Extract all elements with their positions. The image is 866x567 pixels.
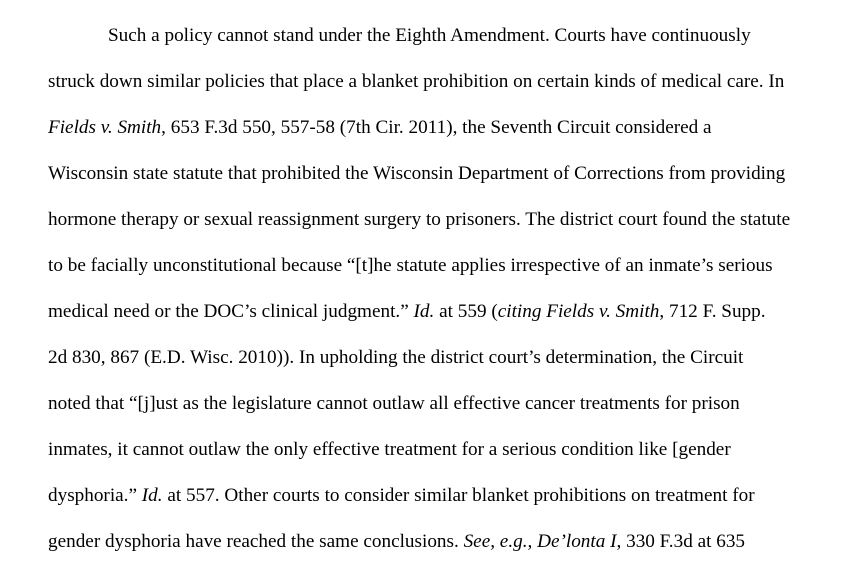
text-line — [108, 24, 751, 48]
text-segment: at 559 ( — [434, 301, 498, 322]
text-segment: inmates, it cannot outlaw the only effective treatment for a serious condition like [gender — [48, 439, 731, 460]
text-line — [48, 162, 785, 186]
text-line — [48, 208, 790, 232]
text-segment: , 330 F.3d at 635 — [616, 531, 746, 552]
text-line — [48, 346, 743, 370]
text-segment: 2d 830, 867 (E.D. Wisc. 2010)). In upholding the district court’s determination, the Circuit — [48, 347, 744, 368]
text-segment: at 557. Other courts to consider similar blanket prohibitions on treatment for — [162, 485, 755, 506]
text-segment: Such a policy cannot stand under the Eighth Amendment. Courts have continuously — [108, 25, 751, 46]
text-segment: struck down similar policies that place a blanket prohibition on certain kinds of medical care. In — [48, 71, 785, 92]
text-segment: to be facially unconstitutional because “[t]he statute applies irrespective of an inmate’s serious — [48, 255, 773, 276]
text-line — [48, 254, 773, 278]
italic-citation: See, e.g., De’lonta I — [463, 531, 617, 552]
text-line — [48, 116, 712, 140]
text-segment: medical need or the DOC’s clinical judgment.” — [48, 301, 414, 322]
text-line — [48, 438, 731, 462]
text-line — [48, 300, 766, 324]
italic-citation: Id. — [141, 485, 163, 506]
text-segment: gender dysphoria have reached the same conclusions. — [48, 531, 464, 552]
text-line — [48, 484, 755, 508]
italic-citation: Id. — [413, 301, 435, 322]
text-segment: noted that “[j]ust as the legislature cannot outlaw all effective cancer treatments for prison — [48, 393, 740, 414]
text-segment: , 653 F.3d 550, 557-58 (7th Cir. 2011), the Seventh Circuit considered a — [161, 117, 712, 138]
text-segment: dysphoria.” — [48, 485, 142, 506]
text-segment: hormone therapy or sexual reassignment surgery to prisoners. The district court found the statute — [48, 209, 791, 230]
italic-citation: citing Fields v. Smith — [497, 301, 660, 322]
text-line — [48, 70, 784, 94]
text-segment: Wisconsin state statute that prohibited the Wisconsin Department of Corrections from providing — [48, 163, 786, 184]
italic-citation: Fields v. Smith — [48, 117, 162, 138]
text-line — [48, 392, 740, 416]
text-line — [48, 530, 745, 554]
text-segment: , 712 F. Supp. — [659, 301, 766, 322]
